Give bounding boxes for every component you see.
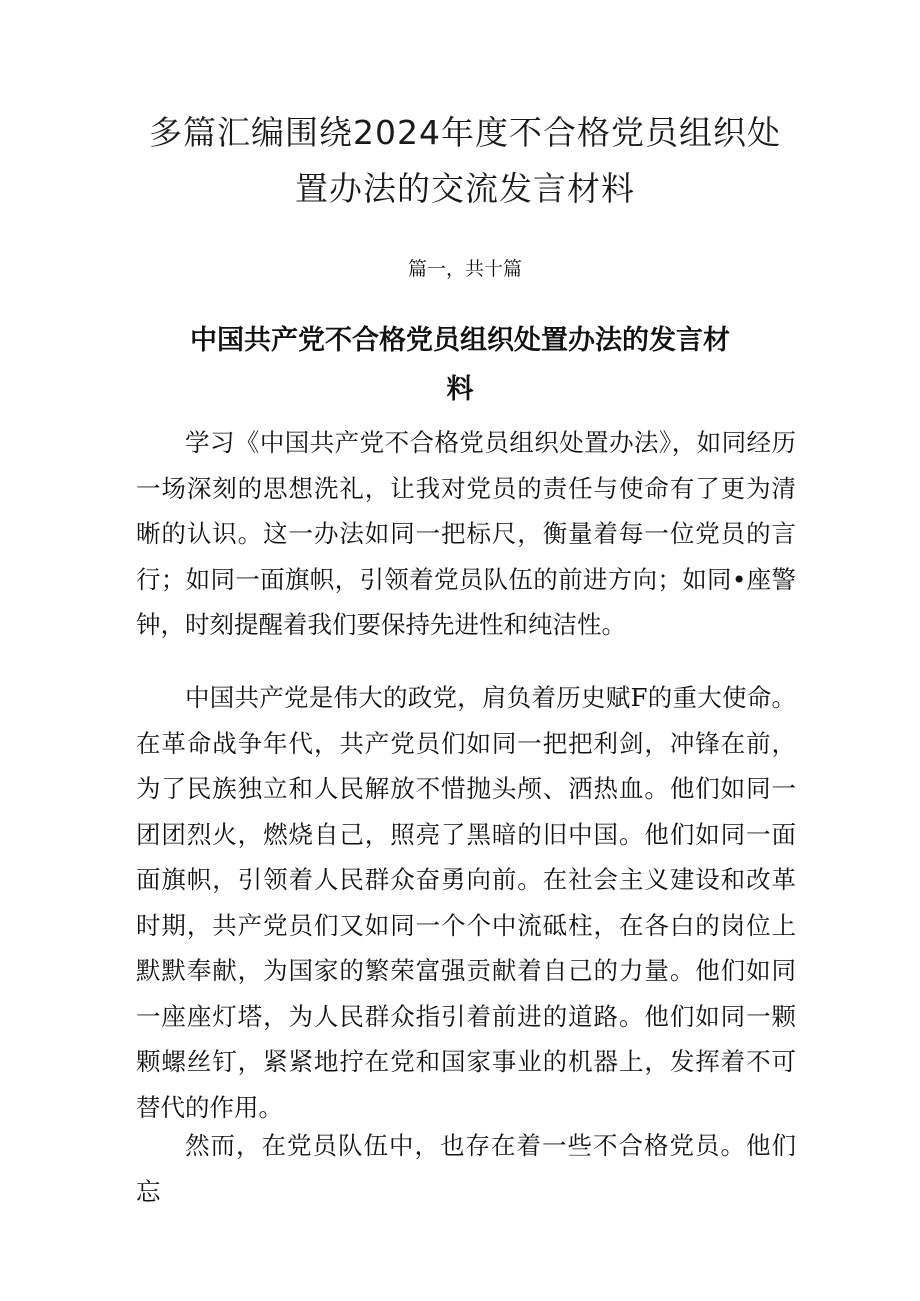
body-paragraph-2: 中国共产党是伟大的政党，肩负着历史赋F的重大使命。在革命战争年代，共产党员们如同一把把利剑，冲锋在前，为了民族独立和人民解放不惜抛头颅、洒热血。他们如同一团团烈火，燃烧自己，照亮了黑暗的旧中国。他们如同一面面旗帜，引领着人民群众奋勇向前。在社会主义建设和改革时期，共产党员们又如同一个个中流砥柱，在各白的岗位上默默奉献，为国家的繁荣富强贡献着自己的力量。他们如同一座座灯塔，为人民群众指引着前进的道路。他们如同一颗颗螺丝钉，紧紧地拧在党和国家事业的机器上，发挥着不可替代的作用。: [136, 683, 796, 1122]
section-heading-line-1: 中国共产党不合格党员组织处置办法的发言材: [190, 325, 730, 356]
document-title-line-1: 多篇汇编围绕2024年度不合格党员组织处: [149, 113, 781, 152]
body-paragraph-1: 学习《中国共产党不合格党员组织处置办法》，如同经历一场深刻的思想洗礼，让我对党员的责任与使命有了更为清晰的认识。这一办法如同一把标尺，衡量着每一位党员的言行；如同一面旗帜，引领着党员队伍的前进方向；如同•座警钟，时刻提醒着我们要保持先进性和纯洁性。: [136, 428, 796, 639]
section-heading-line-2: 料: [446, 374, 474, 405]
body-paragraph-3: 然而，在党员队伍中，也存在着一些不合格党员。他们忘: [136, 1131, 796, 1206]
part-label: 篇一，共十篇: [407, 258, 522, 280]
document-title-line-2: 置办法的交流发言材料: [295, 169, 635, 208]
